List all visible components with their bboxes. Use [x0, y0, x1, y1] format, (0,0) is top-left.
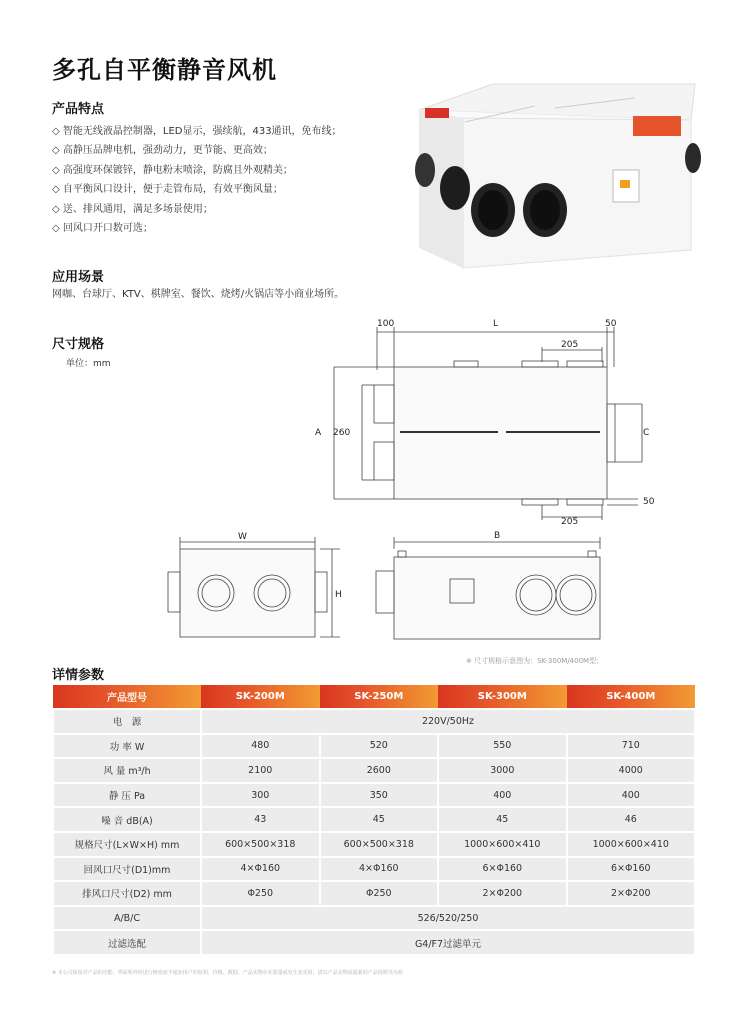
table-header-row	[53, 685, 695, 709]
drawing-note: ※ 尺寸规格示意图为：SK-300M/400M型；	[466, 657, 604, 665]
table-cell: 2100	[201, 758, 320, 783]
features-heading: 产品特点	[52, 102, 105, 117]
feature-item: ◇ 自平衡风口设计，便于走管布局，有效平衡风量；	[52, 180, 342, 199]
dim-label: 100	[377, 319, 395, 329]
table-row	[53, 783, 695, 808]
table-cell: 1000×600×410	[567, 832, 695, 857]
table-cell: 600×500×318	[201, 832, 320, 857]
table-cell: 400	[567, 783, 695, 808]
dimensions-heading: 尺寸规格	[52, 337, 105, 352]
dim-label: H	[335, 590, 342, 600]
feature-item: ◇ 高静压品牌电机，强劲动力，更节能、更高效；	[52, 141, 342, 160]
row-label: A/B/C	[53, 906, 201, 931]
table-row	[53, 709, 695, 734]
scenes-text: 网咖、台球厅、KTV、棋牌室、餐饮、烧烤/火锅店等小商业场所。	[52, 289, 345, 300]
row-label: 静 压 Pa	[53, 783, 201, 808]
feature-item: ◇ 送、排风通用，满足多场景使用；	[52, 200, 342, 219]
feature-item: ◇ 回风口开口数可选；	[52, 219, 342, 238]
table-cell: 45	[438, 807, 566, 832]
table-header: SK-200M	[201, 685, 320, 709]
top-view-drawing	[310, 312, 660, 527]
table-cell: 710	[567, 734, 695, 759]
dim-label: B	[494, 531, 501, 541]
row-label: 规格尺寸(L×W×H) mm	[53, 832, 201, 857]
dim-label: 50	[643, 497, 655, 507]
dim-label: L	[493, 319, 499, 329]
table-cell: 6×Φ160	[438, 857, 566, 882]
dim-label: A	[315, 428, 322, 438]
table-header: SK-300M	[438, 685, 566, 709]
table-cell: 550	[438, 734, 566, 759]
table-cell: G4/F7过滤单元	[201, 930, 695, 955]
table-cell: 526/520/250	[201, 906, 695, 931]
table-cell: 46	[567, 807, 695, 832]
front-view-drawing	[368, 527, 608, 657]
side-view-drawing	[160, 527, 360, 657]
table-cell: 480	[201, 734, 320, 759]
table-cell: 4×Φ160	[201, 857, 320, 882]
table-row	[53, 857, 695, 882]
table-cell: 4×Φ160	[320, 857, 439, 882]
table-row	[53, 734, 695, 759]
table-cell: 1000×600×410	[438, 832, 566, 857]
features-list	[52, 122, 342, 238]
row-label: 风 量 m³/h	[53, 758, 201, 783]
label-sticker	[425, 108, 449, 118]
row-label: 功 率 W	[53, 734, 201, 759]
table-cell: 2×Φ200	[438, 881, 566, 906]
footnote: ※ 本公司保留对产品的功能、界面和外形进行修改而不通知用户的权利，价格、数据、产品实物存在波量或发生变更时，请以产品实物或最新的产品说明书为准	[52, 970, 403, 976]
table-cell: 520	[320, 734, 439, 759]
dim-label: C	[643, 428, 650, 438]
table-cell: 3000	[438, 758, 566, 783]
table-cell: 4000	[567, 758, 695, 783]
scenes-heading: 应用场景	[52, 270, 105, 285]
table-cell: 45	[320, 807, 439, 832]
table-cell: 6×Φ160	[567, 857, 695, 882]
table-header: 产品型号	[53, 685, 201, 709]
table-cell: 600×500×318	[320, 832, 439, 857]
table-header: SK-250M	[320, 685, 439, 709]
row-label: 回风口尺寸(D1)mm	[53, 857, 201, 882]
page-title: 多孔自平衡静音风机	[52, 56, 277, 84]
table-row	[53, 930, 695, 955]
table-row	[53, 758, 695, 783]
dim-label: 50	[605, 319, 617, 329]
table-row	[53, 807, 695, 832]
table-row	[53, 906, 695, 931]
label-sticker	[633, 116, 681, 136]
spec-table	[52, 685, 696, 956]
table-cell: 350	[320, 783, 439, 808]
table-cell: 2600	[320, 758, 439, 783]
table-row	[53, 881, 695, 906]
unit-label: 单位：mm	[66, 359, 111, 369]
feature-item: ◇ 高强度环保镀锌，静电粉末喷涂，防腐且外观精美；	[52, 161, 342, 180]
row-label: 电 源	[53, 709, 201, 734]
table-cell: 43	[201, 807, 320, 832]
table-cell: Φ250	[320, 881, 439, 906]
table-header: SK-400M	[567, 685, 695, 709]
row-label: 过滤选配	[53, 930, 201, 955]
table-cell: 220V/50Hz	[201, 709, 695, 734]
product-image	[405, 78, 705, 273]
dim-label: 205	[561, 340, 579, 350]
params-heading: 详情参数	[52, 668, 105, 683]
dim-label: 260	[333, 428, 351, 438]
row-label: 噪 音 dB(A)	[53, 807, 201, 832]
dim-label: 205	[561, 517, 579, 527]
table-cell: Φ250	[201, 881, 320, 906]
table-cell: 2×Φ200	[567, 881, 695, 906]
feature-item: ◇ 智能无线液晶控制器，LED显示，强续航，433通讯，免布线；	[52, 122, 342, 141]
dim-label: W	[238, 532, 247, 542]
table-cell: 300	[201, 783, 320, 808]
table-row	[53, 832, 695, 857]
table-cell: 400	[438, 783, 566, 808]
row-label: 排风口尺寸(D2) mm	[53, 881, 201, 906]
